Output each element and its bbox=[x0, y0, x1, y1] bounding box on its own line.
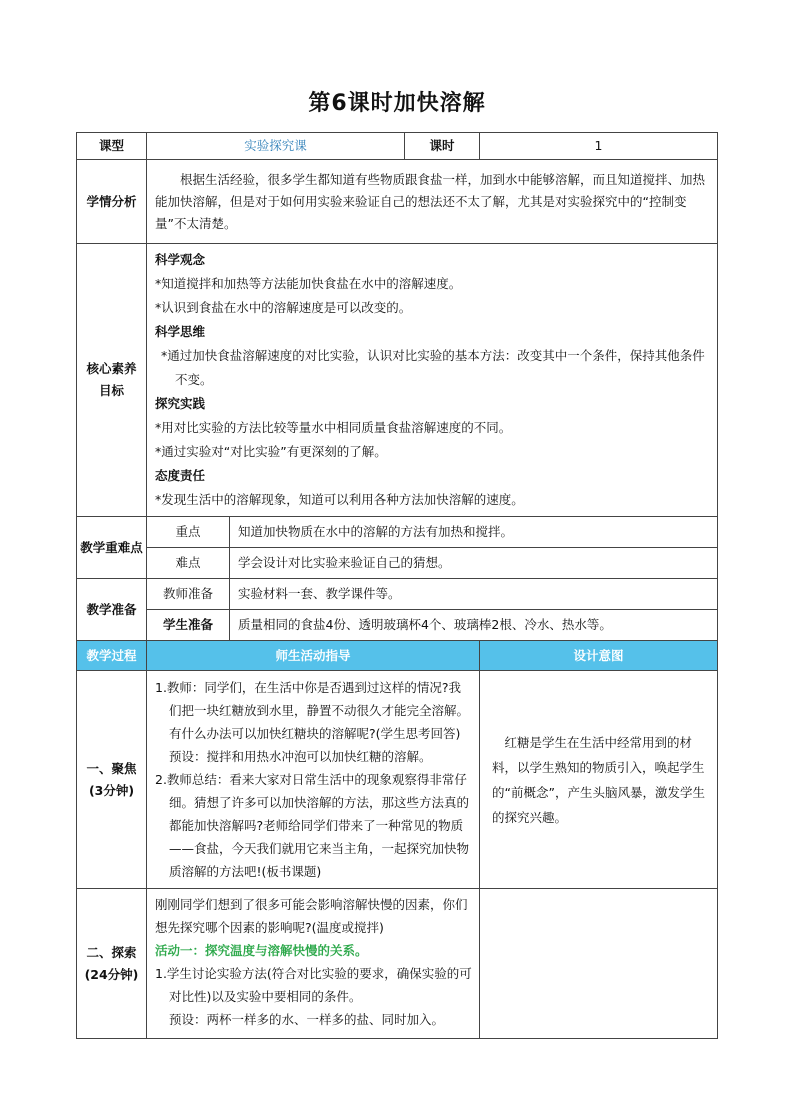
lesson-hours-label: 课时 bbox=[405, 133, 480, 160]
key-point-text: 知道加快物质在水中的溶解的方法有加热和搅拌。 bbox=[230, 517, 718, 548]
goals-heading: 探究实践 bbox=[155, 396, 206, 411]
stage2-label-line1: 二、探索 bbox=[86, 944, 137, 960]
goals-item: *通过加快食盐溶解速度的对比实验，认识对比实验的基本方法：改变其中一个条件，保持其他条件不变。 bbox=[161, 348, 705, 387]
stage1-intent: 红糖是学生在生活中经常用到的材料，以学生熟知的物质引入，唤起学生的“前概念”，产生头脑风暴，激发学生的探究兴趣。 bbox=[480, 671, 718, 889]
process-header-intent: 设计意图 bbox=[480, 641, 718, 671]
student-prep-label: 学生准备 bbox=[147, 610, 230, 641]
lesson-plan-table bbox=[76, 132, 718, 1039]
goals-content bbox=[147, 244, 718, 517]
analysis-label: 学情分析 bbox=[77, 160, 147, 244]
goals-item: *通过实验对“对比实验”有更深刻的了解。 bbox=[155, 444, 387, 459]
stage1-item2: 2.教师总结：看来大家对日常生活中的现象观察得非常仔细。猜想了许多可以加快溶解的方法，那这些方法真的都能加快溶解吗?老师给同学们带来了一种常见的物质——食盐，今天我们就用它来当主角，一起探究加快物质溶解的方法吧!(板书课题) bbox=[155, 772, 470, 879]
stage2-intro: 刚刚同学们想到了很多可能会影响溶解快慢的因素，你们想先探究哪个因素的影响呢?(温度或搅拌) bbox=[155, 897, 468, 935]
student-prep-text: 质量相同的食盐4份、透明玻璃杯4个、玻璃棒2根、冷水、热水等。 bbox=[230, 610, 718, 641]
stage1-content bbox=[147, 671, 480, 889]
key-point-row bbox=[77, 517, 718, 548]
analysis-text: 根据生活经验，很多学生都知道有些物质跟食盐一样，加到水中能够溶解，而且知道搅拌、加热能加快溶解，但是对于如何用实验来验证自己的想法还不太了解，尤其是对实验探究中的“控制变量”不太清楚。 bbox=[147, 160, 718, 244]
stage1-label-line1: 一、聚焦 bbox=[86, 760, 137, 776]
goals-row bbox=[77, 244, 718, 517]
stage2-label bbox=[77, 889, 147, 1039]
student-prep-row bbox=[77, 610, 718, 641]
difficult-point-row bbox=[77, 548, 718, 579]
difficult-point-text: 学会设计对比实验来验证自己的猜想。 bbox=[230, 548, 718, 579]
teacher-prep-text: 实验材料一套、教学课件等。 bbox=[230, 579, 718, 610]
key-points-label: 教学重难点 bbox=[77, 517, 147, 579]
difficult-point-label: 难点 bbox=[147, 548, 230, 579]
process-header-row bbox=[77, 641, 718, 671]
teacher-prep-row bbox=[77, 579, 718, 610]
goals-item: *知道搅拌和加热等方法能加快食盐在水中的溶解速度。 bbox=[155, 276, 462, 291]
key-point-label: 重点 bbox=[147, 517, 230, 548]
stage2-label-line2: (24分钟) bbox=[84, 966, 139, 982]
stage2-item1: 1.学生讨论实验方法(符合对比实验的要求，确保实验的可对比性)以及实验中要相同的条件。 bbox=[155, 966, 472, 1004]
lesson-type-value: 实验探究课 bbox=[147, 133, 405, 160]
goals-item: *发现生活中的溶解现象，知道可以利用各种方法加快溶解的速度。 bbox=[155, 492, 524, 507]
teacher-prep-label: 教师准备 bbox=[147, 579, 230, 610]
stage1-label bbox=[77, 671, 147, 889]
process-header-guidance: 师生活动指导 bbox=[147, 641, 480, 671]
stage2-row bbox=[77, 889, 718, 1039]
stage2-preset1: 预设：两杯一样多的水、一样多的盐、同时加入。 bbox=[169, 1012, 445, 1027]
stage2-activity: 活动一：探究温度与溶解快慢的关系。 bbox=[155, 943, 368, 958]
lesson-type-row bbox=[77, 133, 718, 160]
lesson-type-label: 课型 bbox=[77, 133, 147, 160]
goals-heading: 科学观念 bbox=[155, 252, 206, 267]
stage1-label-line2: (3分钟) bbox=[88, 782, 135, 798]
goals-item: *认识到食盐在水中的溶解速度是可以改变的。 bbox=[155, 300, 412, 315]
goals-item: *用对比实验的方法比较等量水中相同质量食盐溶解速度的不同。 bbox=[155, 420, 512, 435]
stage1-preset1: 预设：搅拌和用热水冲泡可以加快红糖的溶解。 bbox=[169, 749, 432, 764]
preparation-label: 教学准备 bbox=[77, 579, 147, 641]
lesson-hours-value: 1 bbox=[480, 133, 718, 160]
stage2-content bbox=[147, 889, 480, 1039]
goals-heading: 态度责任 bbox=[155, 468, 206, 483]
stage1-row bbox=[77, 671, 718, 889]
goals-label-line1: 核心素养 bbox=[86, 361, 137, 376]
goals-label bbox=[77, 244, 147, 517]
analysis-row bbox=[77, 160, 718, 244]
page-title: 第6课时加快溶解 bbox=[308, 91, 486, 116]
goals-label-line2: 目标 bbox=[98, 383, 124, 398]
stage2-intent bbox=[480, 889, 718, 1039]
goals-heading: 科学思维 bbox=[155, 324, 206, 339]
stage1-item1: 1.教师：同学们，在生活中你是否遇到过这样的情况?我们把一块红糖放到水里，静置不动很久才能完全溶解。有什么办法可以加快红糖块的溶解呢?(学生思考回答) bbox=[155, 680, 470, 741]
process-header-stage: 教学过程 bbox=[77, 641, 147, 671]
